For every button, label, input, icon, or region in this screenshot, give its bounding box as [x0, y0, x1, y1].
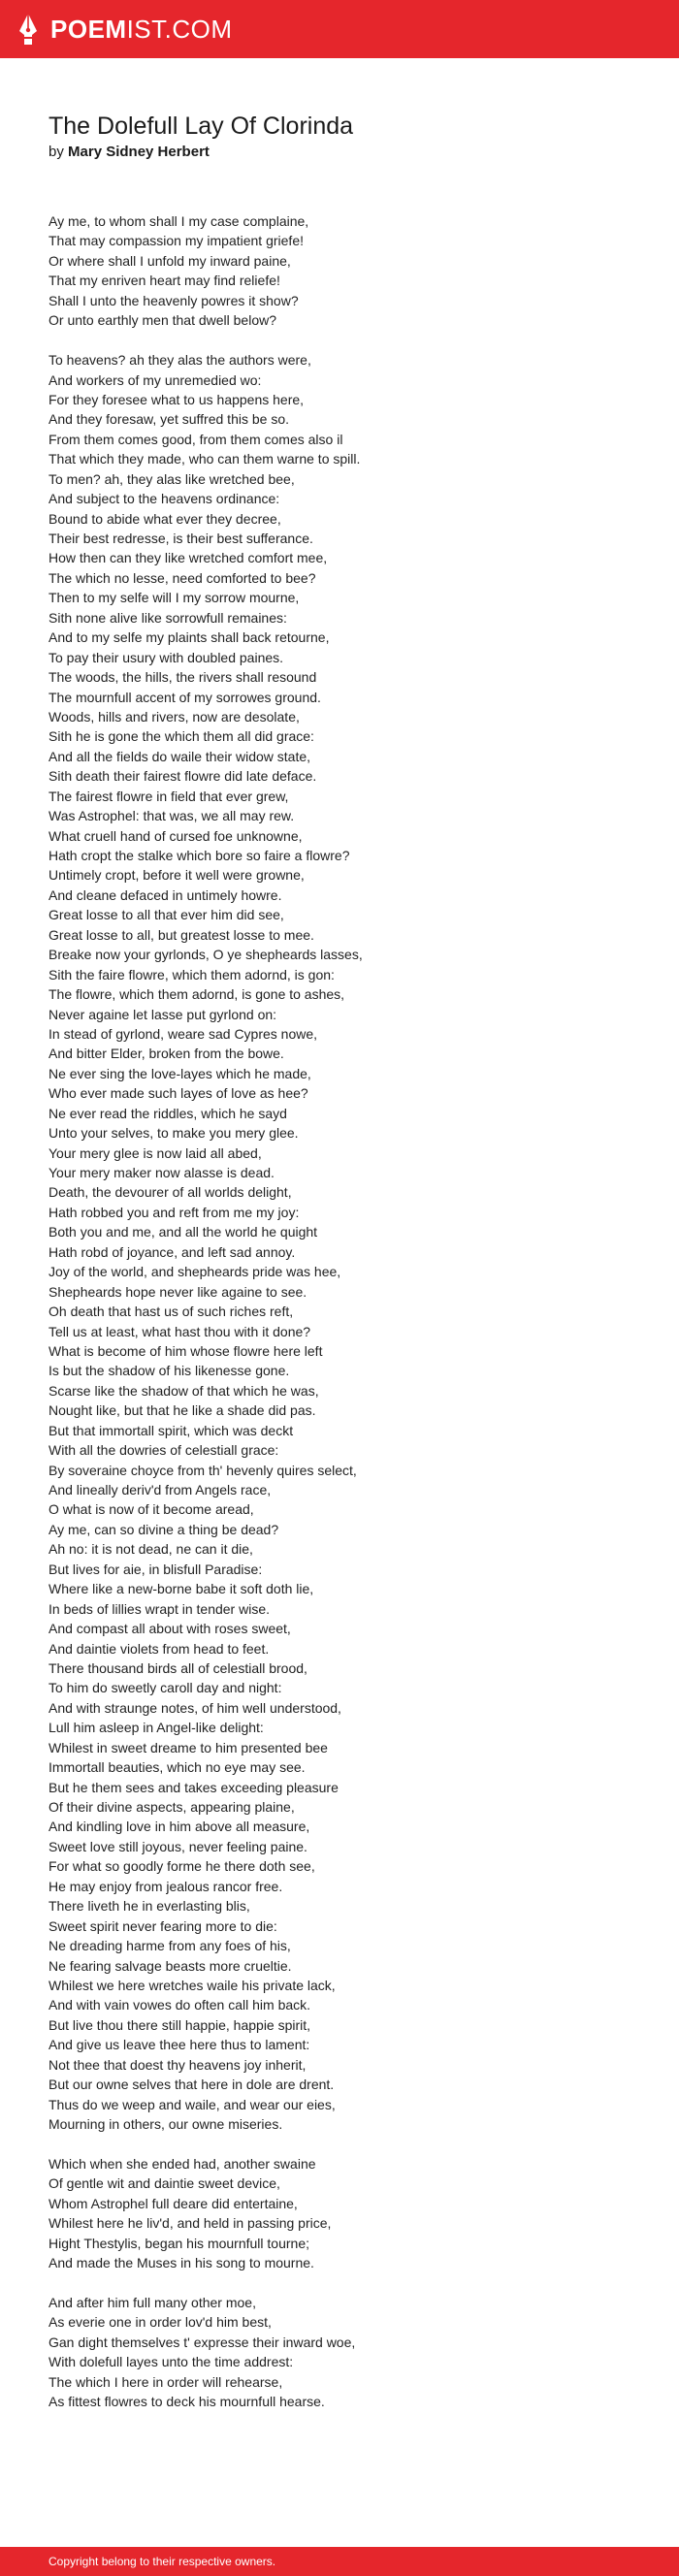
poem-line: Ne ever sing the love-layes which he made,: [48, 1065, 311, 1081]
poem-line: Ay me, can so divine a thing be dead?: [48, 1521, 279, 1537]
poem-line: Death, the devourer of all worlds delight,: [48, 1184, 292, 1201]
poem-line: Not thee that doest thy heavens joy inherit,: [48, 2056, 307, 2073]
poem-line: O what is now of it become aread,: [48, 1501, 254, 1518]
poem-line: The fairest flowre in field that ever grew,: [48, 788, 289, 804]
poem-line: Shall I unto the heavenly powres it show?: [48, 292, 299, 308]
poem-line: The which I here in order will rehearse,: [48, 2373, 283, 2390]
poem-line: Both you and me, and all the world he quight: [48, 1224, 318, 1240]
poem-line: The flowre, which them adornd, is gone to ashes,: [48, 986, 345, 1003]
poem-line: Or where shall I unfold my inward paine,: [48, 252, 291, 269]
copyright-notice: Copyright belong to their respective owners.: [48, 2555, 276, 2568]
poem-line: Unto your selves, to make you mery glee.: [48, 1125, 299, 1142]
site-logo[interactable]: [17, 12, 233, 47]
poem-line: To him do sweetly caroll day and night:: [48, 1680, 282, 1696]
poem-line: Is but the shadow of his likenesse gone.: [48, 1363, 290, 1379]
poem-line: That may compassion my impatient griefe!: [48, 233, 304, 249]
poem-line: Great losse to all, but greatest losse to mee.: [48, 926, 314, 943]
poem-line: Of their divine aspects, appearing plaine,: [48, 1799, 295, 1815]
poem-line: Immortall beauties, which no eye may see.: [48, 1759, 306, 1776]
poem-line: There liveth he in everlasting blis,: [48, 1898, 250, 1915]
logo-text-light: IST.COM: [126, 15, 233, 44]
poem-line: Woods, hills and rivers, now are desolate,: [48, 708, 300, 724]
poem-line: And with vain vowes do often call him back.: [48, 1997, 311, 2013]
poem-line: Your mery glee is now laid all abed,: [48, 1144, 262, 1161]
poem-line: Whilest we here wretches waile his private lack,: [48, 1977, 336, 1993]
poem-line: Nought like, but that he like a shade did pas.: [48, 1402, 316, 1419]
poem-line: In beds of lillies wrapt in tender wise.: [48, 1600, 270, 1617]
poem-line: There thousand birds all of celestiall brood,: [48, 1659, 307, 1676]
poem-line: And all the fields do waile their widow state,: [48, 748, 311, 764]
poem-line: From them comes good, from them comes also il: [48, 431, 343, 447]
poem-line: That my enriven heart may find reliefe!: [48, 273, 280, 289]
poem-line: What cruell hand of cursed foe unknowne,: [48, 827, 303, 844]
poem-body: [48, 211, 650, 2431]
poem-line: Lull him asleep in Angel-like delight:: [48, 1720, 264, 1736]
poem-line: Was Astrophel: that was, we all may rew.: [48, 808, 295, 824]
poem-line: Sith none alive like sorrowfull remaines:: [48, 609, 287, 626]
poem-line: Scarse like the shadow of that which he was,: [48, 1382, 319, 1399]
poem-line: As everie one in order lov'd him best,: [48, 2314, 272, 2331]
poem-stanza: [48, 350, 650, 2134]
poem-line: And daintie violets from head to feet.: [48, 1640, 270, 1657]
poem-line: And workers of my unremedied wo:: [48, 371, 262, 388]
poem-line: Sweet love still joyous, never feeling paine.: [48, 1838, 307, 1854]
poem-line: But our owne selves that here in dole are drent.: [48, 2077, 335, 2093]
poem-line: Of gentle wit and daintie sweet device,: [48, 2175, 280, 2192]
poem-line: Oh death that hast us of such riches reft,: [48, 1304, 294, 1320]
poem-byline: [48, 142, 210, 163]
poem-line: By soveraine choyce from th' hevenly quires select,: [48, 1462, 357, 1478]
poem-line: He may enjoy from jealous rancor free.: [48, 1878, 283, 1894]
poem-line: How then can they like wretched comfort mee,: [48, 550, 328, 566]
poem-line: What is become of him whose flowre here left: [48, 1342, 323, 1359]
poem-line: Tell us at least, what hast thou with it done?: [48, 1323, 311, 1339]
poem-line: Never againe let lasse put gyrlond on:: [48, 1006, 277, 1022]
poem-line: Sith death their fairest flowre did late deface.: [48, 768, 317, 785]
poem-line: In stead of gyrlond, weare sad Cypres nowe,: [48, 1025, 318, 1042]
poem-line: Thus do we weep and waile, and wear our eies,: [48, 2096, 336, 2112]
poem-line: With all the dowries of celestiall grace:: [48, 1442, 279, 1459]
poem-stanza: [48, 2293, 650, 2412]
poem-line: As fittest flowres to deck his mournfull hearse.: [48, 2394, 325, 2410]
poem-line: And after him full many other moe,: [48, 2294, 256, 2310]
poem-line: Untimely cropt, before it well were growne,: [48, 867, 305, 884]
logo-text-bold: POEM: [50, 15, 127, 44]
poem-line: Then to my selfe will I my sorrow mourne,: [48, 590, 300, 606]
poem-line: Hath robbed you and reft from me my joy:: [48, 1204, 300, 1220]
poem-author[interactable]: Mary Sidney Herbert: [68, 144, 210, 160]
poem-line: Gan dight themselves t' expresse their inward woe,: [48, 2334, 356, 2350]
poem-line: Where like a new-borne babe it soft doth lie,: [48, 1581, 314, 1597]
by-label: by: [48, 144, 64, 160]
poem-line: Mourning in others, our owne miseries.: [48, 2116, 283, 2132]
poem-line: But live thou there still happie, happie spirit,: [48, 2016, 311, 2033]
poem-line: Hight Thestylis, began his mournfull tourne;: [48, 2235, 309, 2251]
poem-line: Hath cropt the stalke which bore so faire a flowre?: [48, 848, 350, 863]
poem-line: Sweet spirit never fearing more to die:: [48, 1917, 277, 1934]
poem-line: Whilest here he liv'd, and held in passing price,: [48, 2215, 332, 2232]
poem-line: And made the Muses in his song to mourne.: [48, 2255, 314, 2271]
poem-line: And bitter Elder, broken from the bowe.: [48, 1046, 284, 1062]
poem-line: For what so goodly forme he there doth see,: [48, 1858, 315, 1875]
poem-line: Ay me, to whom shall I my case complaine,: [48, 213, 309, 229]
poem-line: Whilest in sweet dreame to him presented bee: [48, 1739, 328, 1755]
poem-line: For they foresee what to us happens here,: [48, 391, 305, 407]
poem-line: And with straunge notes, of him well understood,: [48, 1699, 341, 1716]
poem-line: And compast all about with roses sweet,: [48, 1621, 291, 1637]
poem-line: Breake now your gyrlonds, O ye shepheards lasses,: [48, 947, 363, 963]
poem-stanza: [48, 211, 650, 331]
poem-line: The which no lesse, need comforted to bee?: [48, 569, 316, 586]
poem-line: But lives for aie, in blisfull Paradise:: [48, 1561, 263, 1577]
poem-line: But that immortall spirit, which was deckt: [48, 1422, 294, 1438]
poem-line: Shepheards hope never like againe to see.: [48, 1283, 307, 1300]
poem-line: Joy of the world, and shepheards pride was hee,: [48, 1264, 341, 1280]
poem-line: Whom Astrophel full deare did entertaine,: [48, 2195, 298, 2211]
poem-line: To heavens? ah they alas the authors were,: [48, 352, 311, 369]
poem-line: But he them sees and takes exceeding pleasure: [48, 1779, 339, 1795]
poem-line: And kindling love in him above all measure,: [48, 1819, 310, 1835]
poem-line: The woods, the hills, the rivers shall resound: [48, 669, 317, 686]
site-footer: [0, 2547, 679, 2576]
poem-line: Which when she ended had, another swaine: [48, 2155, 316, 2172]
poem-line: And they foresaw, yet suffred this be so.: [48, 411, 289, 428]
poem-line: Bound to abide what ever they decree,: [48, 510, 281, 527]
poem-line: Their best redresse, is their best sufferance.: [48, 531, 313, 546]
poem-line: And to my selfe my plaints shall back retourne,: [48, 629, 330, 646]
poem-line: Great losse to all that ever him did see,: [48, 907, 284, 923]
poem-line: Or unto earthly men that dwell below?: [48, 312, 277, 329]
poem-line: And subject to the heavens ordinance:: [48, 491, 280, 507]
poem-line: Ne dreading harme from any foes of his,: [48, 1938, 291, 1954]
site-header: [0, 0, 679, 58]
pen-nib-icon: [17, 12, 39, 47]
poem-line: That which they made, who can them warne to spill.: [48, 451, 361, 467]
poem-line: To pay their usury with doubled paines.: [48, 649, 284, 665]
poem-line: And give us leave thee here thus to lament:: [48, 2037, 310, 2053]
poem-stanza: [48, 2154, 650, 2273]
poem-line: Hath robd of joyance, and left sad annoy.: [48, 1243, 296, 1260]
poem-line: Who ever made such layes of love as hee?: [48, 1085, 308, 1102]
poem-line: Ne ever read the riddles, which he sayd: [48, 1105, 287, 1121]
poem-line: Ne fearing salvage beasts more crueltie.: [48, 1957, 292, 1974]
poem-line: Sith he is gone the which them all did grace:: [48, 728, 314, 745]
poem-line: Your mery maker now alasse is dead.: [48, 1165, 275, 1180]
poem-line: The mournfull accent of my sorrowes ground.: [48, 689, 321, 705]
poem-line: Sith the faire flowre, which them adornd, is gon:: [48, 966, 335, 982]
poem-line: And lineally deriv'd from Angels race,: [48, 1482, 272, 1497]
poem-line: To men? ah, they alas like wretched bee,: [48, 470, 295, 487]
logo-text: [50, 12, 233, 47]
poem-line: Ah no: it is not dead, ne can it die,: [48, 1541, 253, 1558]
poem-title: The Dolefull Lay Of Clorinda: [48, 113, 354, 140]
poem-line: With dolefull layes unto the time addrest:: [48, 2354, 294, 2370]
poem-line: And cleane defaced in untimely howre.: [48, 886, 282, 903]
